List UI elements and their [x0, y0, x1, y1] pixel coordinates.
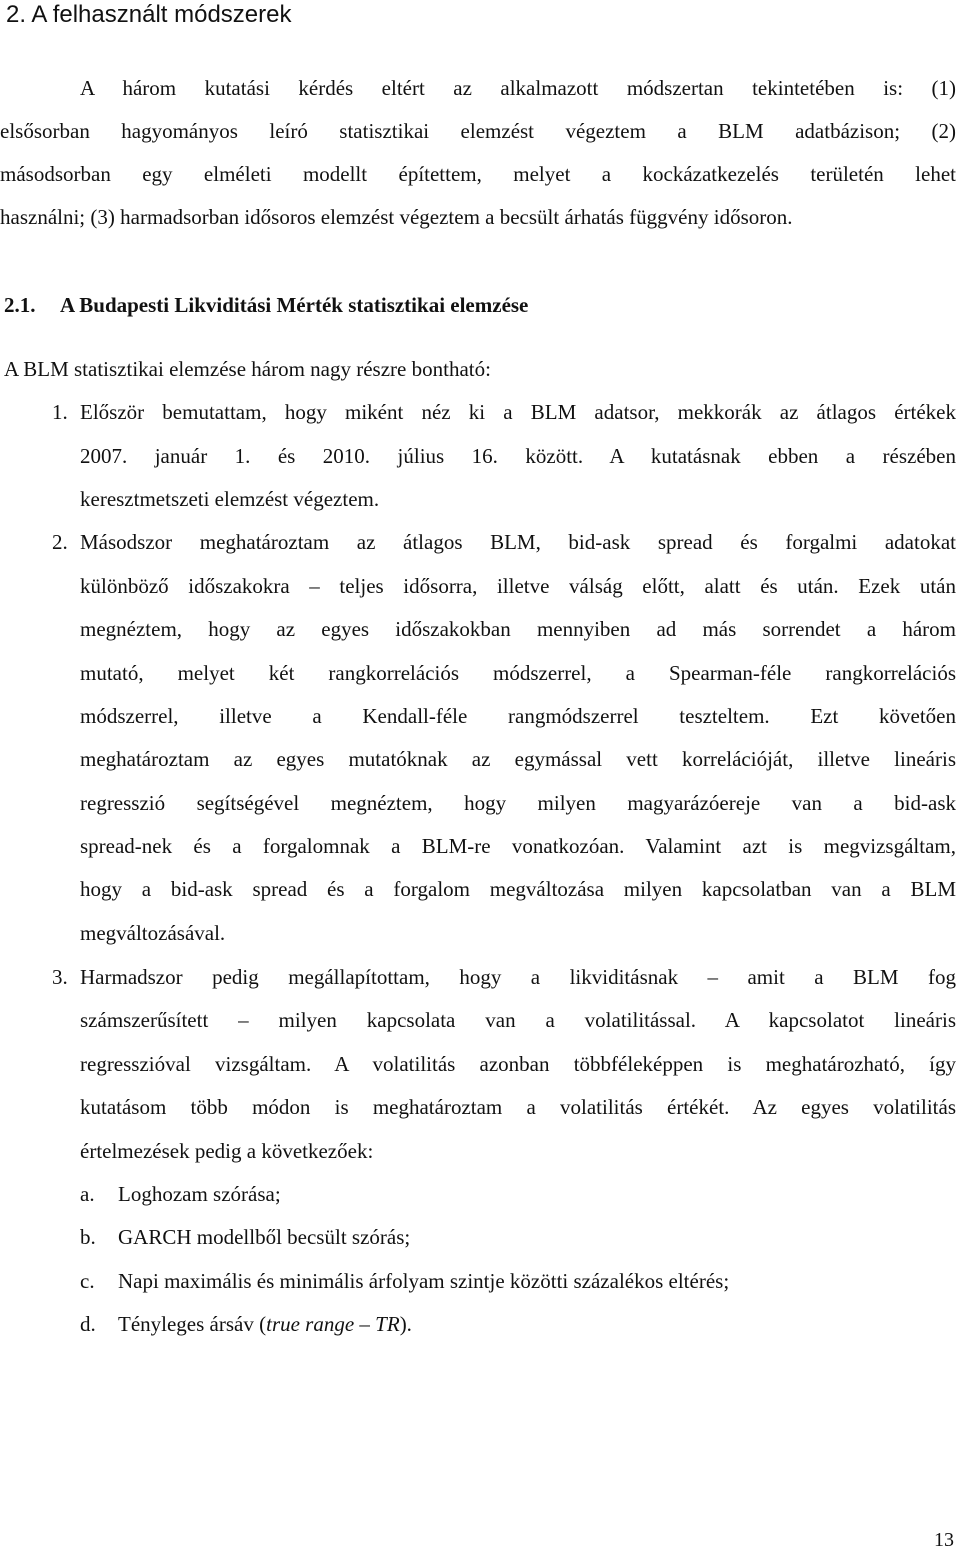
item-number: 3. [52, 965, 68, 989]
section-lead: A BLM statisztikai elemzése három nagy részre bontható: [4, 357, 491, 381]
item-line: megváltozásával. [80, 921, 226, 945]
sublist-text-part: ). [399, 1312, 412, 1336]
sublist-text: Loghozam szórása; [118, 1182, 281, 1206]
item-line: meghatároztam az egyes mutatóknak az egymással vett korrelációját, illetve lineáris [80, 747, 956, 771]
intro-line: használni; (3) harmadsorban idősoros elemzést végeztem a becsült árhatás függvény idősoron. [0, 205, 793, 229]
sublist-letter: a. [80, 1182, 95, 1206]
item-line: spread-nek és a forgalomnak a BLM-re vonatkozóan. Valamint azt is megvizsgáltam, [80, 834, 956, 858]
item-line: Először bemutattam, hogy miként néz ki a BLM adatsor, mekkorák az átlagos értékek [80, 400, 956, 424]
item-line: különböző időszakokra – teljes idősorra, illetve válság előtt, alatt és után. Ezek után [80, 574, 956, 598]
section-title: A Budapesti Likviditási Mérték statisztikai elemzése [60, 293, 529, 317]
section-heading [4, 292, 528, 318]
item-line: keresztmetszeti elemzést végeztem. [80, 487, 380, 511]
item-line: számszerűsített – milyen kapcsolata van a volatilitással. A kapcsolatot lineáris [80, 1008, 956, 1032]
item-line: Másodszor meghatároztam az átlagos BLM, bid-ask spread és forgalmi adatokat [80, 530, 956, 554]
sublist-text: Napi maximális és minimális árfolyam szintje közötti százalékos eltérés; [118, 1269, 730, 1293]
item-line: hogy a bid-ask spread és a forgalom megváltozása milyen kapcsolatban van a BLM [80, 877, 956, 901]
sublist-text-part: Tényleges ársáv ( [118, 1312, 267, 1336]
item-line: mutató, melyet két rangkorrelációs módszerrel, a Spearman-féle rangkorrelációs [80, 661, 956, 685]
intro-line: másodsorban egy elméleti modellt építettem, melyet a kockázatkezelés területén lehet [0, 162, 956, 186]
item-line: regresszióval vizsgáltam. A volatilitás azonban többféleképpen is meghatározható, így [80, 1052, 956, 1076]
intro-line: A három kutatási kérdés eltért az alkalmazott módszertan tekintetében is: (1) [80, 76, 956, 100]
item-number: 1. [52, 400, 68, 424]
chapter-title: 2. A felhasznált módszerek [6, 1, 292, 28]
sublist-text-italic: true range – TR [266, 1312, 400, 1336]
item-line: Harmadszor pedig megállapítottam, hogy a likviditásnak – amit a BLM fog [80, 965, 956, 989]
item-line: értelmezések pedig a következőek: [80, 1139, 374, 1163]
sublist-letter: c. [80, 1269, 95, 1293]
intro-line: elsősorban hagyományos leíró statisztikai elemzést végeztem a BLM adatbázison; (2) [0, 119, 956, 143]
sublist-text [118, 1311, 412, 1337]
sublist-letter: b. [80, 1225, 96, 1249]
item-line: megnéztem, hogy az egyes időszakokban mennyiben ad más sorrendet a három [80, 617, 956, 641]
section-number: 2.1. [4, 293, 36, 317]
page-number: 13 [934, 1529, 954, 1551]
item-line: módszerrel, illetve a Kendall-féle rangmódszerrel teszteltem. Ezt követően [80, 704, 956, 728]
item-line: regresszió segítségével megnéztem, hogy milyen magyarázóereje van a bid-ask [80, 791, 956, 815]
item-number: 2. [52, 530, 68, 554]
item-line: 2007. január 1. és 2010. július 16. között. A kutatásnak ebben a részében [80, 444, 956, 468]
sublist-letter: d. [80, 1312, 96, 1336]
item-line: kutatásom több módon is meghatároztam a volatilitás értékét. Az egyes volatilitás [80, 1095, 956, 1119]
sublist-text: GARCH modellből becsült szórás; [118, 1225, 411, 1249]
